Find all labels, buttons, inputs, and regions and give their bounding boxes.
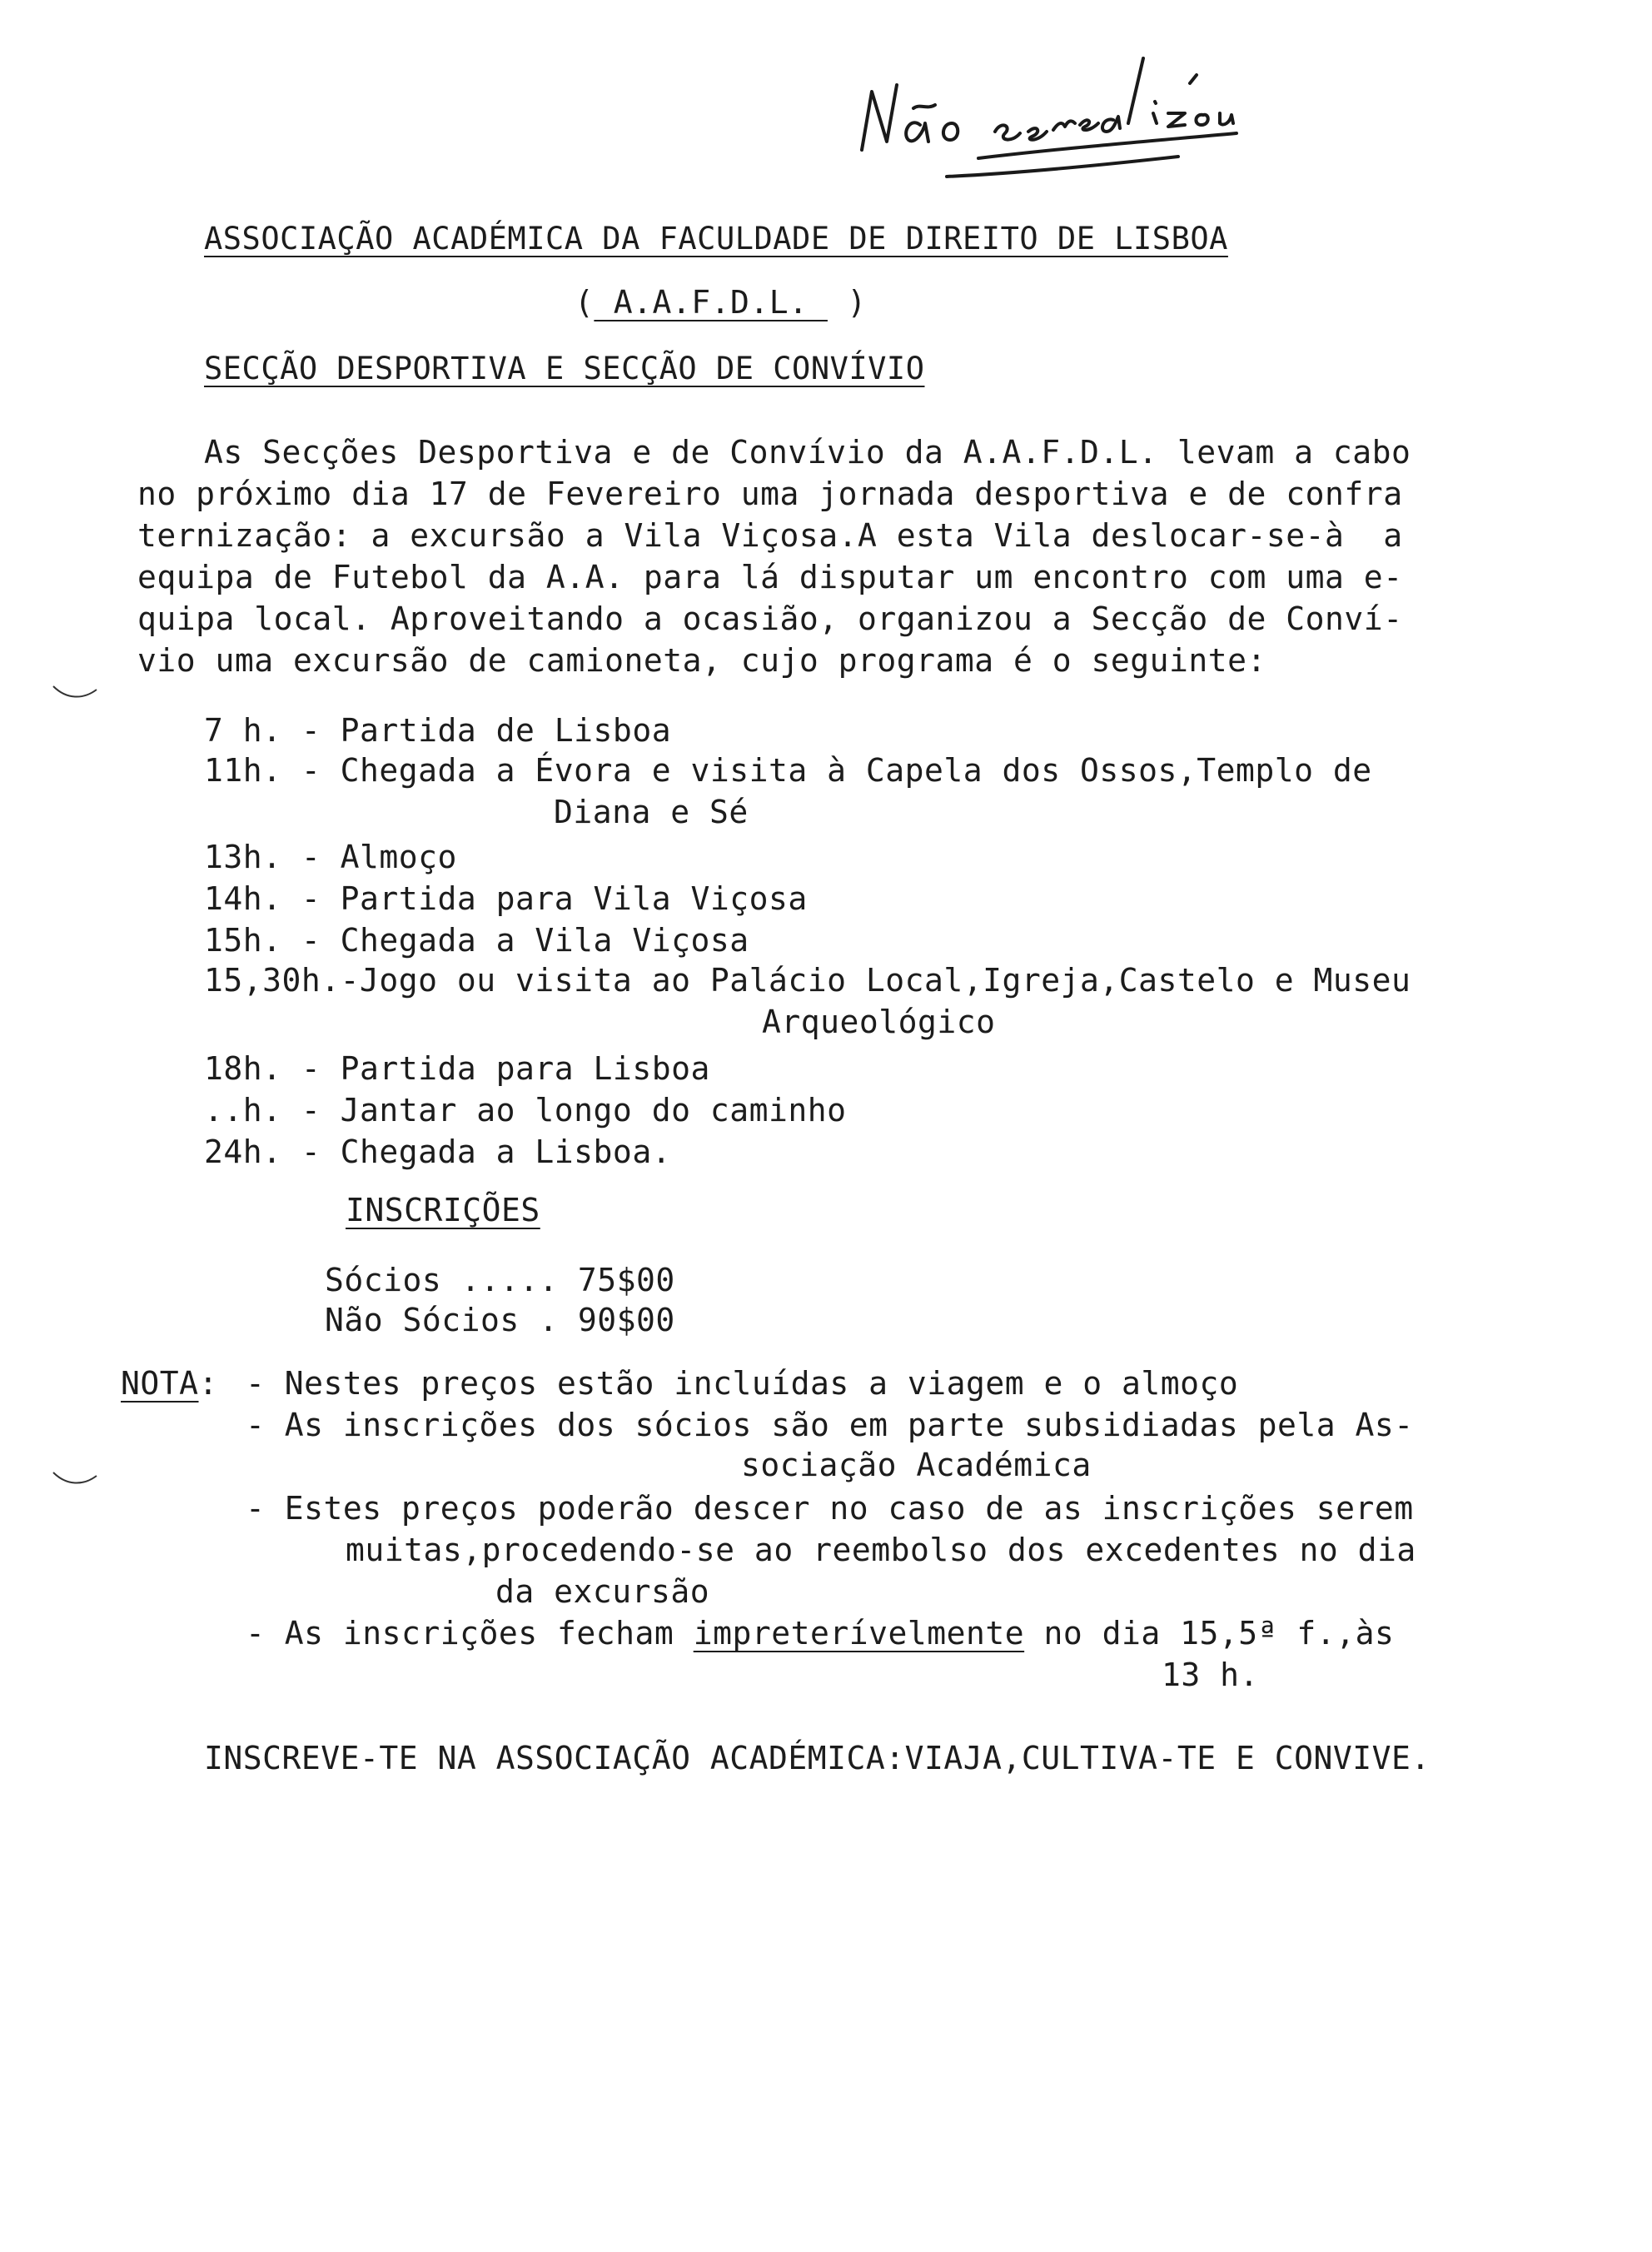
schedule-item: 18h. - Partida para Lisboa (204, 1050, 710, 1087)
note-line-continuation: muitas,procedendo-se ao reembolso dos excedentes no dia (346, 1532, 1416, 1568)
note-label-text: NOTA (121, 1365, 199, 1402)
note-line-continuation: da excursão (495, 1573, 710, 1610)
price-non-members: Não Sócios . 90$00 (325, 1302, 675, 1338)
schedule-item: 7 h. - Partida de Lisboa (204, 712, 672, 749)
association-abbreviation (575, 282, 867, 323)
note-label-colon: : (198, 1365, 218, 1402)
schedule-item: 24h. - Chegada a Lisboa. (204, 1133, 672, 1170)
price-members: Sócios ..... 75$00 (325, 1262, 675, 1298)
schedule-item: 15,30h.-Jogo ou visita ao Palácio Local,Igreja,Castelo e Museu (204, 962, 1411, 999)
section-title: SECÇÃO DESPORTIVA E SECÇÃO DE CONVÍVIO (204, 351, 925, 386)
note-line-start: - As inscrições fecham (246, 1615, 694, 1652)
schedule-item: 15h. - Chegada a Vila Viçosa (204, 922, 749, 959)
schedule-item-continuation: Arqueológico (762, 1004, 996, 1040)
handwritten-annotation (853, 33, 1286, 183)
schedule-item-continuation: Diana e Sé (554, 794, 749, 830)
note-line: - As inscrições dos sócios são em parte subsidiadas pela As- (246, 1407, 1414, 1443)
margin-mark (50, 1467, 100, 1492)
note-line (246, 1612, 1394, 1654)
abbr-close: ) (827, 284, 867, 321)
note-line: - Nestes preços estão incluídas a viagem e o almoço (246, 1365, 1239, 1402)
intro-line: no próximo dia 17 de Fevereiro uma jornada desportiva e de confra (137, 476, 1403, 512)
note-label (121, 1363, 218, 1404)
intro-line: quipa local. Aproveitando a ocasião, organizou a Secção de Conví- (137, 600, 1403, 637)
note-line-continuation: sociação Académica (741, 1447, 1092, 1483)
note-emphasis: impreterívelmente (693, 1615, 1025, 1652)
note-line-continuation: 13 h. (1162, 1657, 1259, 1693)
schedule-item: 11h. - Chegada a Évora e visita à Capela dos Ossos,Templo de (204, 752, 1372, 789)
abbr-text: A.A.F.D.L. (594, 284, 828, 321)
schedule-item: 14h. - Partida para Vila Viçosa (204, 880, 808, 917)
schedule-item: ..h. - Jantar ao longo do caminho (204, 1092, 847, 1128)
association-title: ASSOCIAÇÃO ACADÉMICA DA FACULDADE DE DIREITO DE LISBOA (204, 221, 1228, 257)
intro-line: As Secções Desportiva e de Convívio da A.A.F.D.L. levam a cabo (204, 434, 1411, 471)
schedule-item: 13h. - Almoço (204, 839, 457, 875)
margin-mark (50, 681, 100, 706)
intro-line: ternização: a excursão a Vila Viçosa.A esta Vila deslocar-se-à a (137, 517, 1403, 554)
intro-line: vio uma excursão de camioneta, cujo programa é o seguinte: (137, 642, 1266, 679)
closing-slogan: INSCREVE-TE NA ASSOCIAÇÃO ACADÉMICA:VIAJA,CULTIVA-TE E CONVIVE. (204, 1740, 1431, 1776)
abbr-open: ( (575, 284, 595, 321)
intro-line: equipa de Futebol da A.A. para lá disputar um encontro com uma e- (137, 559, 1403, 595)
note-line: - Estes preços poderão descer no caso de as inscrições serem (246, 1490, 1414, 1527)
inscriptions-heading: INSCRIÇÕES (346, 1192, 540, 1228)
note-line-end: no dia 15,5ª f.,às (1024, 1615, 1395, 1652)
